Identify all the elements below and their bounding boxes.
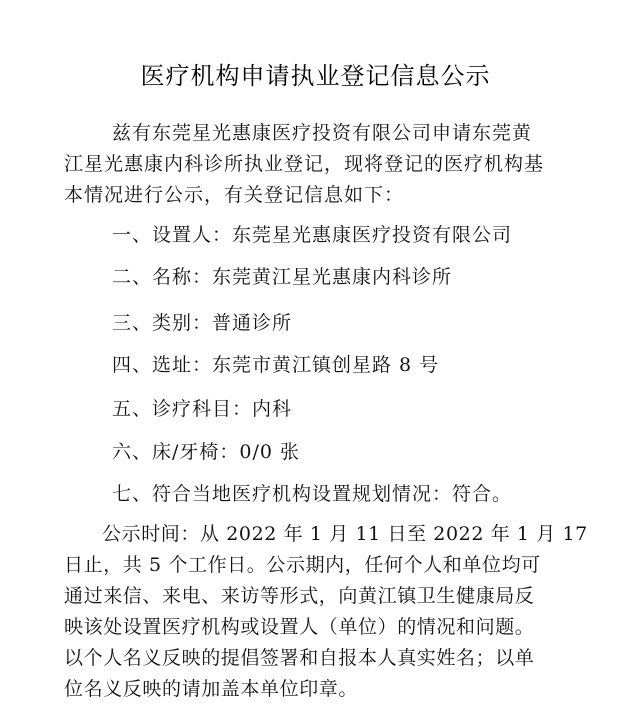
info-item-name: 二、名称：东莞黄江星光惠康内科诊所	[112, 266, 453, 288]
notice-line: 通过来信、来电、来访等形式，向黄江镇卫生健康局反	[64, 585, 535, 607]
info-item-beds: 六、床/牙椅：0/0 张	[112, 441, 301, 463]
info-item-planning: 七、符合当地医疗机构设置规划情况：符合。	[112, 483, 513, 505]
notice-paragraph	[64, 519, 604, 705]
notice-line: 日止，共 5 个工作日。公示期内，任何个人和单位均可	[64, 554, 541, 576]
notice-line: 公示时间：从 2022 年 1 月 11 日至 2022 年 1 月 17	[102, 523, 588, 545]
notice-line: 位名义反映的请加盖本单位印章。	[64, 678, 359, 700]
intro-paragraph	[64, 118, 594, 211]
info-item-location: 四、选址：东莞市黄江镇创星路 8 号	[112, 354, 440, 376]
document-title: 医疗机构申请执业登记信息公示	[140, 62, 491, 90]
intro-line: 兹有东莞星光惠康医疗投资有限公司申请东莞黄	[112, 122, 533, 144]
intro-line: 江星光惠康内科诊所执业登记，现将登记的医疗机构基	[64, 153, 545, 175]
info-item-establisher: 一、设置人：东莞星光惠康医疗投资有限公司	[112, 224, 513, 246]
notice-line: 以个人名义反映的提倡签署和自报本人真实姓名；以单	[64, 647, 535, 669]
intro-line: 本情况进行公示，有关登记信息如下：	[64, 184, 405, 206]
info-item-category: 三、类别：普通诊所	[112, 312, 293, 334]
info-item-department: 五、诊疗科目：内科	[112, 398, 293, 420]
notice-line: 映该处设置医疗机构或设置人（单位）的情况和问题。	[64, 616, 535, 638]
